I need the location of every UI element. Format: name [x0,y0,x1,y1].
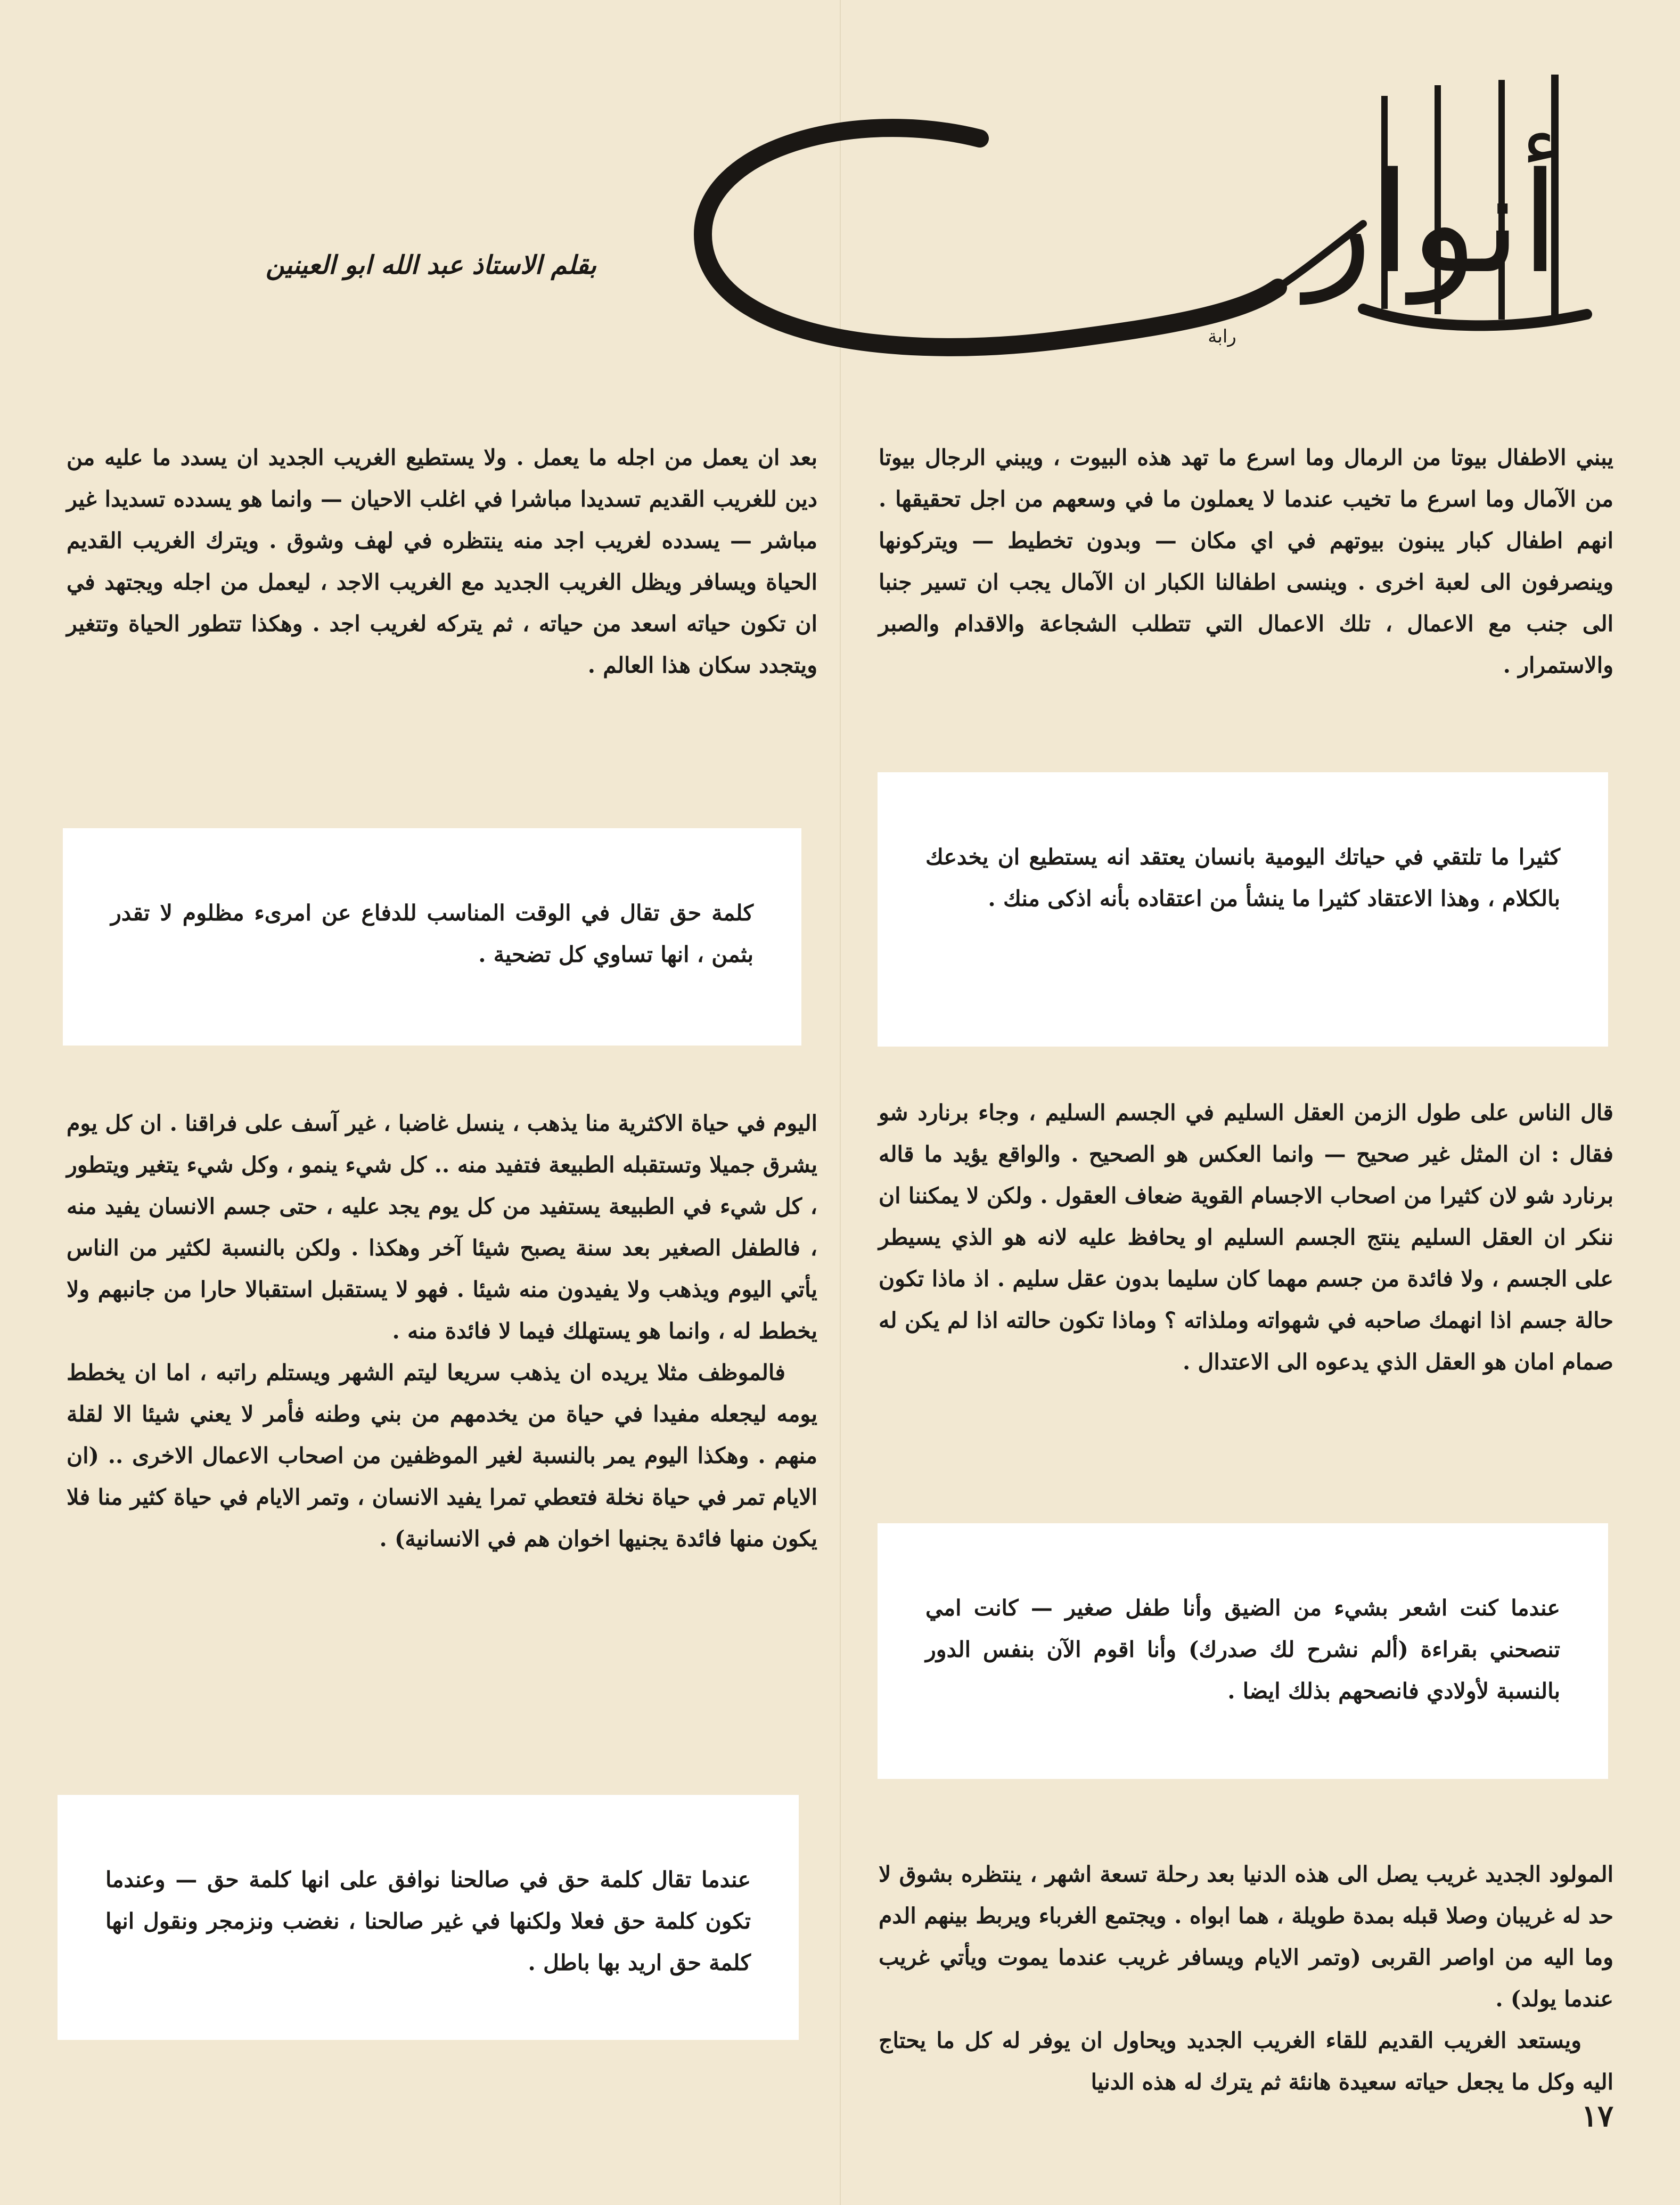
page-number: ١٧ [1581,2098,1614,2134]
right-column-paragraph-2 [879,1092,1613,1383]
paragraph-text: اليوم في حياة الاكثرية منا يذهب ، ينسل غاضبا ، غير آسف على فراقنا . ان كل يوم يشرق جميلا وتستقبله الطبيعة فتفيد منه .. كل شيء ينمو ، وكل شيء يتغير ويتطور ، كل شيء في الطبيعة يستفيد من كل يوم يجد عليه ، حتى جسم الانسان يفيد منه ، فالطفل الصغير بعد سنة يصبح شيئا آخر وهكذا . ولكن بالنسبة لكثير من الناس يأتي اليوم ويذهب ولا يفيدون منه شيئا . فهو لا يستقبل استقبالا حارا من جانبهم ولا يخطط له ، وانما هو يستهلك فيما لا فائدة منه . [67,1110,817,1344]
paragraph-text: المولود الجديد غريب يصل الى هذه الدنيا بعد رحلة تسعة اشهر ، ينتظره بشوق لا حد له غريبان وصلا قبله بمدة طويلة ، هما ابواه . ويجتمع الغرباء ويربط بينهم الدم وما اليه من اواصر القربى (وتمر الايام ويسافر غريب عندما يموت ويأتي غريب عندما يولد) . [879,1861,1613,2012]
left-column-paragraph-2 [67,1102,817,1559]
right-column-quote-1 [878,772,1608,1047]
right-column-quote-2 [878,1523,1608,1779]
paragraph-text: قال الناس على طول الزمن العقل السليم في الجسم السليم ، وجاء برنارد شو فقال : ان المثل غير صحيح — وانما العكس هو الصحيح . والواقع يؤيد ما قاله برنارد شو لان كثيرا من اصحاب الاجسام القوية ضعاف العقول . ولكن لا يمكننا ان ننكر ان العقل السليم ينتج الجسم السليم او يحافظ عليه لانه هو الذي يسيطر على الجسم ، ولا فائدة من جسم مهما كان سليما بدون عقل سليم . اذ ماذا تكون حالة جسم اذا انهمك صاحبه في شهواته وملذاته ؟ وماذا تكون حالته اذا لم يكن له صمام امان هو العقل الذي يدعوه الى الاعتدال . [879,1100,1613,1375]
quote-text: كثيرا ما تلتقي في حياتك اليومية بانسان يعتقد انه يستطيع ان يخدعك بالكلام ، وهذا الاعتقاد كثيرا ما ينشأ من اعتقاده بأنه اذكى منك . [925,844,1560,911]
calligrapher-signature: رابة [1208,326,1236,347]
paragraph-text: بعد ان يعمل من اجله ما يعمل . ولا يستطيع الغريب الجديد ان يسدد ما عليه من دين للغريب القديم تسديدا مباشرا في اغلب الاحيان — وانما هو يسدده تسديدا غير مباشر — يسدده لغريب اجد منه ينتظره في لهف وشوق . ويترك الغريب القديم الحياة ويسافر ويظل الغريب الجديد مع الغريب الاجد ، ليعمل من اجله ويجتهد في ان تكون حياته اسعد من حياته ، ثم يتركه لغريب اجد . وهكذا تتطور الحياة وتتغير ويتجدد سكان هذا العالم . [67,445,817,678]
quote-text: عندما كنت اشعر بشيء من الضيق وأنا طفل صغير — كانت امي تنصحني بقراءة (ألم نشرح لك صدرك) وأنا اقوم الآن بنفس الدور بالنسبة لأولادي فانصحهم بذلك ايضا . [925,1595,1560,1704]
left-column-quote-1 [63,828,801,1046]
paragraph-text: ويستعد الغريب القديم للقاء الغريب الجديد ويحاول ان يوفر له كل ما يحتاج اليه وكل ما يجعل حياته سعيدة هانئة ثم يترك له هذه الدنيا [879,2028,1613,2095]
left-column-paragraph-1 [67,437,817,686]
quote-text: عندما تقال كلمة حق في صالحنا نوافق على انها كلمة حق — وعندما تكون كلمة حق فعلا ولكنها في غير صالحنا ، نغضب ونزمجر ونقول انها كلمة حق اريد بها باطل . [105,1867,751,1975]
right-column-paragraph-3 [879,1853,1613,2103]
paragraph-text: فالموظف مثلا يريده ان يذهب سريعا ليتم الشهر ويستلم راتبه ، اما ان يخطط يومه ليجعله مفيدا في حياة من يخدمهم من بني وطنه فأمر لا يعني شيئا الا لقلة منهم . وهكذا اليوم يمر بالنسبة لغير الموظفين من اصحاب الاعمال الاخرى .. (ان الايام تمر في حياة نخلة فتعطي تمرا يفيد الانسان ، وتمر الايام في حياة كثير منا فلا يكون منها فائدة يجنيها اخوان هم في الانسانية) . [67,1360,817,1551]
paragraph-text: يبني الاطفال بيوتا من الرمال وما اسرع ما تهد هذه البيوت ، ويبني الرجال بيوتا من الآمال وما اسرع ما تخيب عندما لا يعملون ما في وسعهم من اجل تحقيقها . انهم اطفال كبار يبنون بيوتهم في اي مكان — وبدون تخطيط — ويتركونها وينصرفون الى لعبة اخرى . وينسى اطفالنا الكبار ان الآمال يجب ان تسير جنبا الى جنب مع الاعمال ، تلك الاعمال التي تتطلب الشجاعة والاقدام والصبر والاستمرار . [879,445,1613,678]
page-title: أنوار [1305,143,1560,304]
quote-text: كلمة حق تقال في الوقت المناسب للدفاع عن امرىء مظلوم لا تقدر بثمن ، انها تساوي كل تضحية . [111,900,753,967]
author-byline: بقلم الاستاذ عبد الله ابو العينين [266,250,596,280]
left-column-quote-2 [58,1795,799,2040]
right-column-paragraph-1 [879,437,1613,686]
